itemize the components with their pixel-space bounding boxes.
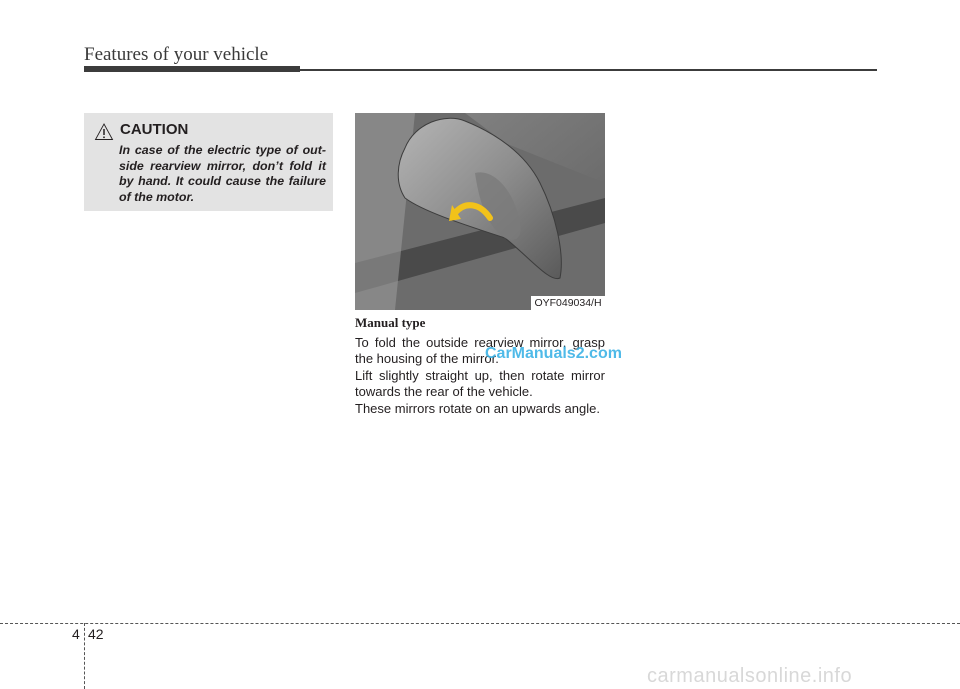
mirror-photo: [355, 113, 605, 310]
footer-divider: [84, 623, 85, 689]
footer-url-watermark: carmanualsonline.info: [647, 665, 853, 687]
paragraph: Lift slightly straight up, then rotate mirror towards the rear of the vehicle.: [355, 368, 605, 399]
chapter-number: 4: [72, 626, 80, 642]
header-rule-thin: [300, 69, 877, 71]
page-number: 42: [88, 626, 104, 642]
warning-triangle-icon: [94, 122, 114, 142]
manual-type-section: [355, 315, 605, 419]
footer-rule: [0, 623, 960, 624]
caution-text: In case of the electric type of out-side rearview mirror, don’t fold it by hand. It could cause the failure of the motor.: [119, 143, 326, 204]
caution-title: CAUTION: [120, 121, 189, 138]
photo-code-label: OYF049034/H: [531, 296, 605, 310]
paragraph: To fold the outside rearview mirror, grasp the housing of the mirror.: [355, 335, 605, 366]
watermark-logo: CarManuals2.com: [485, 345, 622, 362]
section-heading: Manual type: [355, 315, 426, 330]
paragraph: These mirrors rotate on an upwards angle.: [355, 401, 600, 416]
page-header-title: Features of your vehicle: [84, 44, 269, 65]
header-rule-thick: [84, 66, 300, 72]
